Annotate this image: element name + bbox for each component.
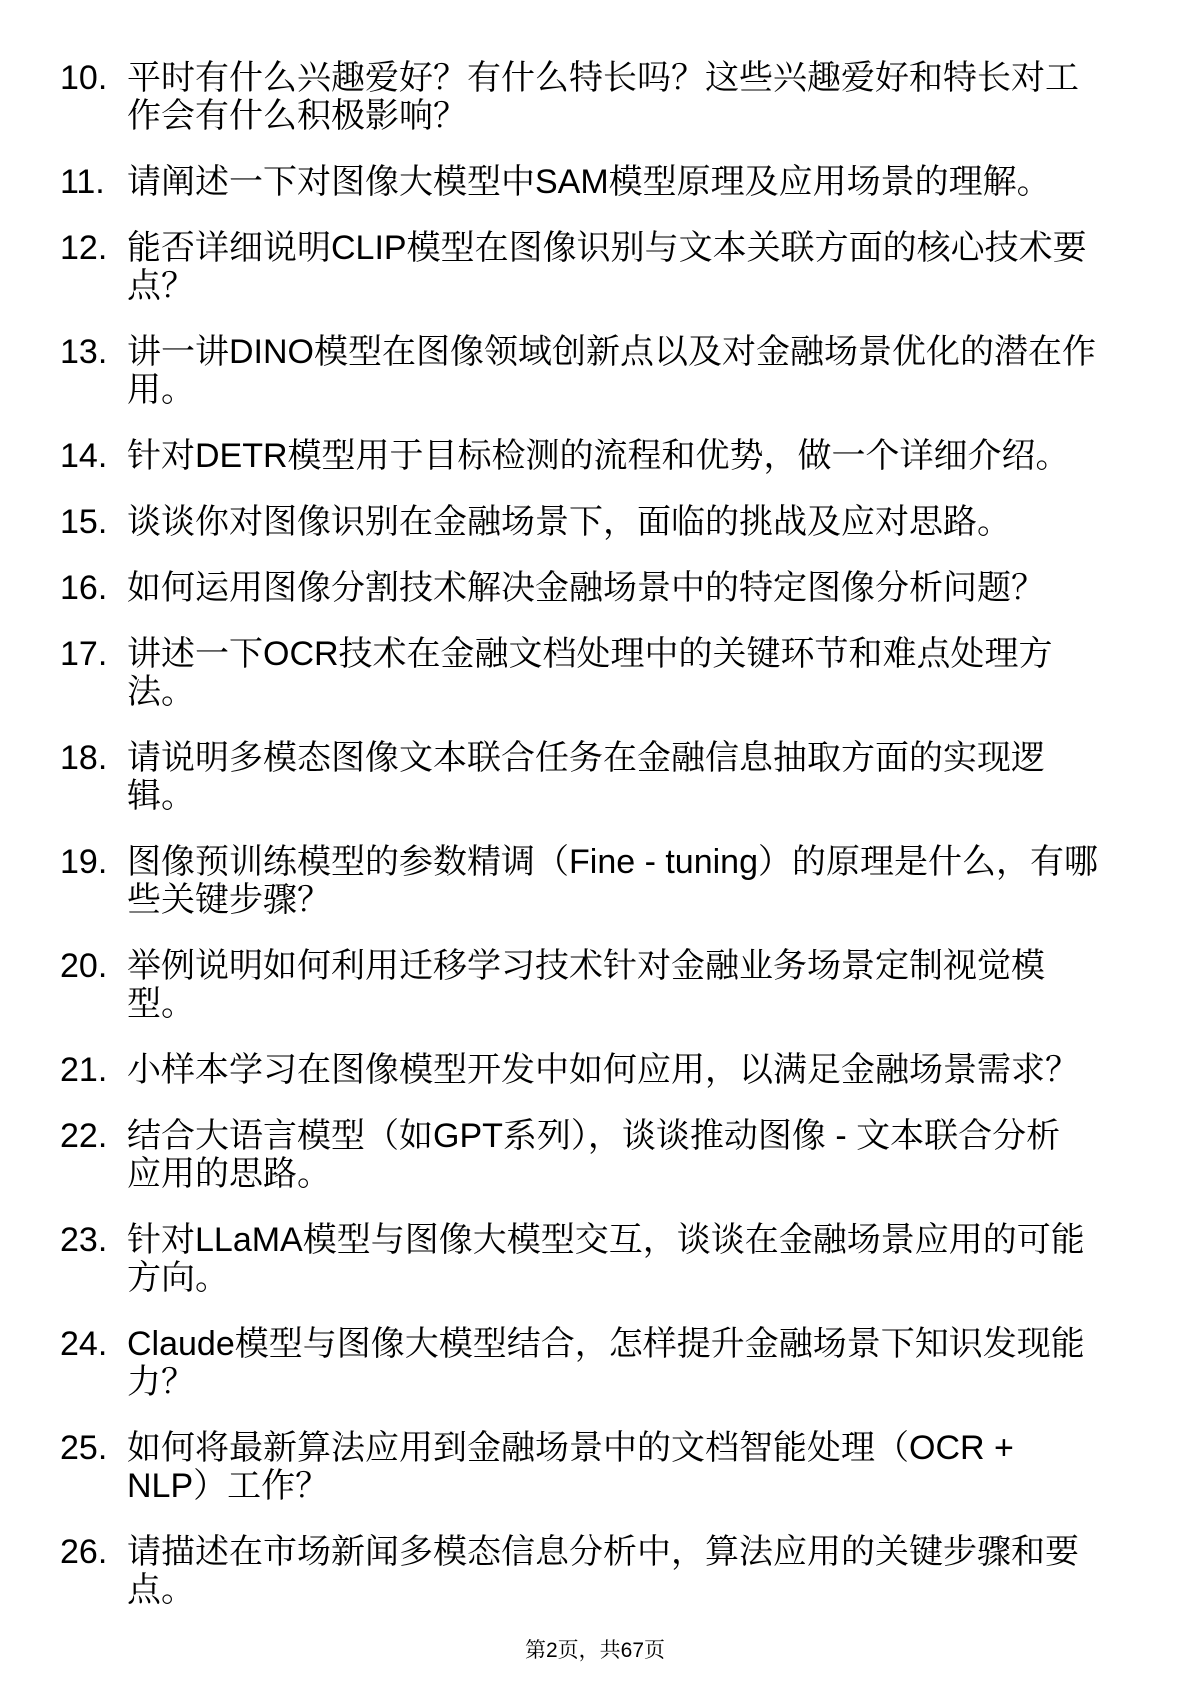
item-text-line: 法。: [127, 673, 195, 711]
item-text: [127, 947, 1157, 1023]
item-text: [127, 1221, 1157, 1297]
item-text-line: 请阐述一下对图像大模型中SAM模型原理及应用场景的理解。: [127, 163, 1051, 201]
item-text: [127, 437, 1157, 475]
list-item: [0, 1051, 1190, 1089]
item-number: 16.: [60, 569, 108, 607]
item-number: 23.: [60, 1221, 108, 1259]
list-item: [0, 229, 1190, 305]
item-text: [127, 1429, 1157, 1505]
list-item: [0, 59, 1190, 135]
list-item: [0, 333, 1190, 409]
list-item: [0, 947, 1190, 1023]
item-text: [127, 1325, 1157, 1401]
item-number: 17.: [60, 635, 108, 673]
item-text-line: 针对LLaMA模型与图像大模型交互，谈谈在金融场景应用的可能: [127, 1221, 1085, 1259]
item-text-line: Claude模型与图像大模型结合，怎样提升金融场景下知识发现能: [127, 1325, 1085, 1363]
item-number: 11.: [60, 163, 105, 201]
item-text-line: 辑。: [127, 777, 195, 815]
item-text-line: 针对DETR模型用于目标检测的流程和优势，做一个详细介绍。: [127, 437, 1070, 475]
item-text: [127, 1533, 1157, 1609]
item-text-line: 小样本学习在图像模型开发中如何应用，以满足金融场景需求？: [127, 1051, 1079, 1089]
item-text-line: 作会有什么积极影响？: [127, 97, 467, 135]
item-text-line: 请描述在市场新闻多模态信息分析中，算法应用的关键步骤和要: [127, 1533, 1079, 1571]
list-item: [0, 1533, 1190, 1609]
list-item: [0, 163, 1190, 201]
item-text-line: NLP）工作？: [127, 1467, 330, 1505]
item-number: 26.: [60, 1533, 108, 1571]
item-text-line: 如何将最新算法应用到金融场景中的文档智能处理（OCR +: [127, 1429, 1014, 1467]
list-item: [0, 635, 1190, 711]
item-text: [127, 1117, 1157, 1193]
item-number: 13.: [60, 333, 108, 371]
item-number: 14.: [60, 437, 108, 475]
item-text: [127, 333, 1157, 409]
item-text-line: 请说明多模态图像文本联合任务在金融信息抽取方面的实现逻: [127, 739, 1045, 777]
item-number: 22.: [60, 1117, 108, 1155]
item-text: [127, 163, 1157, 201]
item-text-line: 能否详细说明CLIP模型在图像识别与文本关联方面的核心技术要: [127, 229, 1087, 267]
item-number: 10.: [60, 59, 108, 97]
item-text: [127, 569, 1157, 607]
item-text: [127, 59, 1157, 135]
item-text-line: 讲一讲DINO模型在图像领域创新点以及对金融场景优化的潜在作: [127, 333, 1096, 371]
item-text-line: 点。: [127, 1571, 195, 1609]
item-text-line: 图像预训练模型的参数精调（Fine - tuning）的原理是什么，有哪: [127, 843, 1098, 881]
item-text: [127, 503, 1157, 541]
list-item: [0, 739, 1190, 815]
item-number: 12.: [60, 229, 108, 267]
item-number: 21.: [60, 1051, 108, 1089]
item-text-line: 方向。: [127, 1259, 229, 1297]
item-number: 24.: [60, 1325, 108, 1363]
item-number: 19.: [60, 843, 108, 881]
item-text-line: 结合大语言模型（如GPT系列），谈谈推动图像 - 文本联合分析: [127, 1117, 1061, 1155]
item-text: [127, 635, 1157, 711]
item-text: [127, 843, 1157, 919]
list-item: [0, 1325, 1190, 1401]
item-number: 20.: [60, 947, 108, 985]
item-text-line: 型。: [127, 985, 195, 1023]
item-text-line: 用。: [127, 371, 195, 409]
item-number: 18.: [60, 739, 108, 777]
page-footer: [0, 1638, 1190, 1664]
list-item: [0, 437, 1190, 475]
item-number: 25.: [60, 1429, 108, 1467]
item-text-line: 讲述一下OCR技术在金融文档处理中的关键环节和难点处理方: [127, 635, 1053, 673]
item-text: [127, 1051, 1157, 1089]
list-item: [0, 503, 1190, 541]
list-item: [0, 1221, 1190, 1297]
item-text-line: 平时有什么兴趣爱好？有什么特长吗？这些兴趣爱好和特长对工: [127, 59, 1079, 97]
item-text-line: 如何运用图像分割技术解决金融场景中的特定图像分析问题？: [127, 569, 1045, 607]
list-item: [0, 843, 1190, 919]
item-text: [127, 229, 1157, 305]
item-text-line: 点？: [127, 267, 195, 305]
question-list: [0, 59, 1190, 1637]
item-text-line: 力？: [127, 1363, 195, 1401]
item-text-line: 些关键步骤？: [127, 881, 331, 919]
page-number-label: 第2页，共67页: [524, 1639, 666, 1662]
list-item: [0, 1117, 1190, 1193]
item-number: 15.: [60, 503, 108, 541]
item-text-line: 应用的思路。: [127, 1155, 331, 1193]
item-text-line: 举例说明如何利用迁移学习技术针对金融业务场景定制视觉模: [127, 947, 1045, 985]
item-text-line: 谈谈你对图像识别在金融场景下，面临的挑战及应对思路。: [127, 503, 1011, 541]
list-item: [0, 1429, 1190, 1505]
list-item: [0, 569, 1190, 607]
item-text: [127, 739, 1157, 815]
